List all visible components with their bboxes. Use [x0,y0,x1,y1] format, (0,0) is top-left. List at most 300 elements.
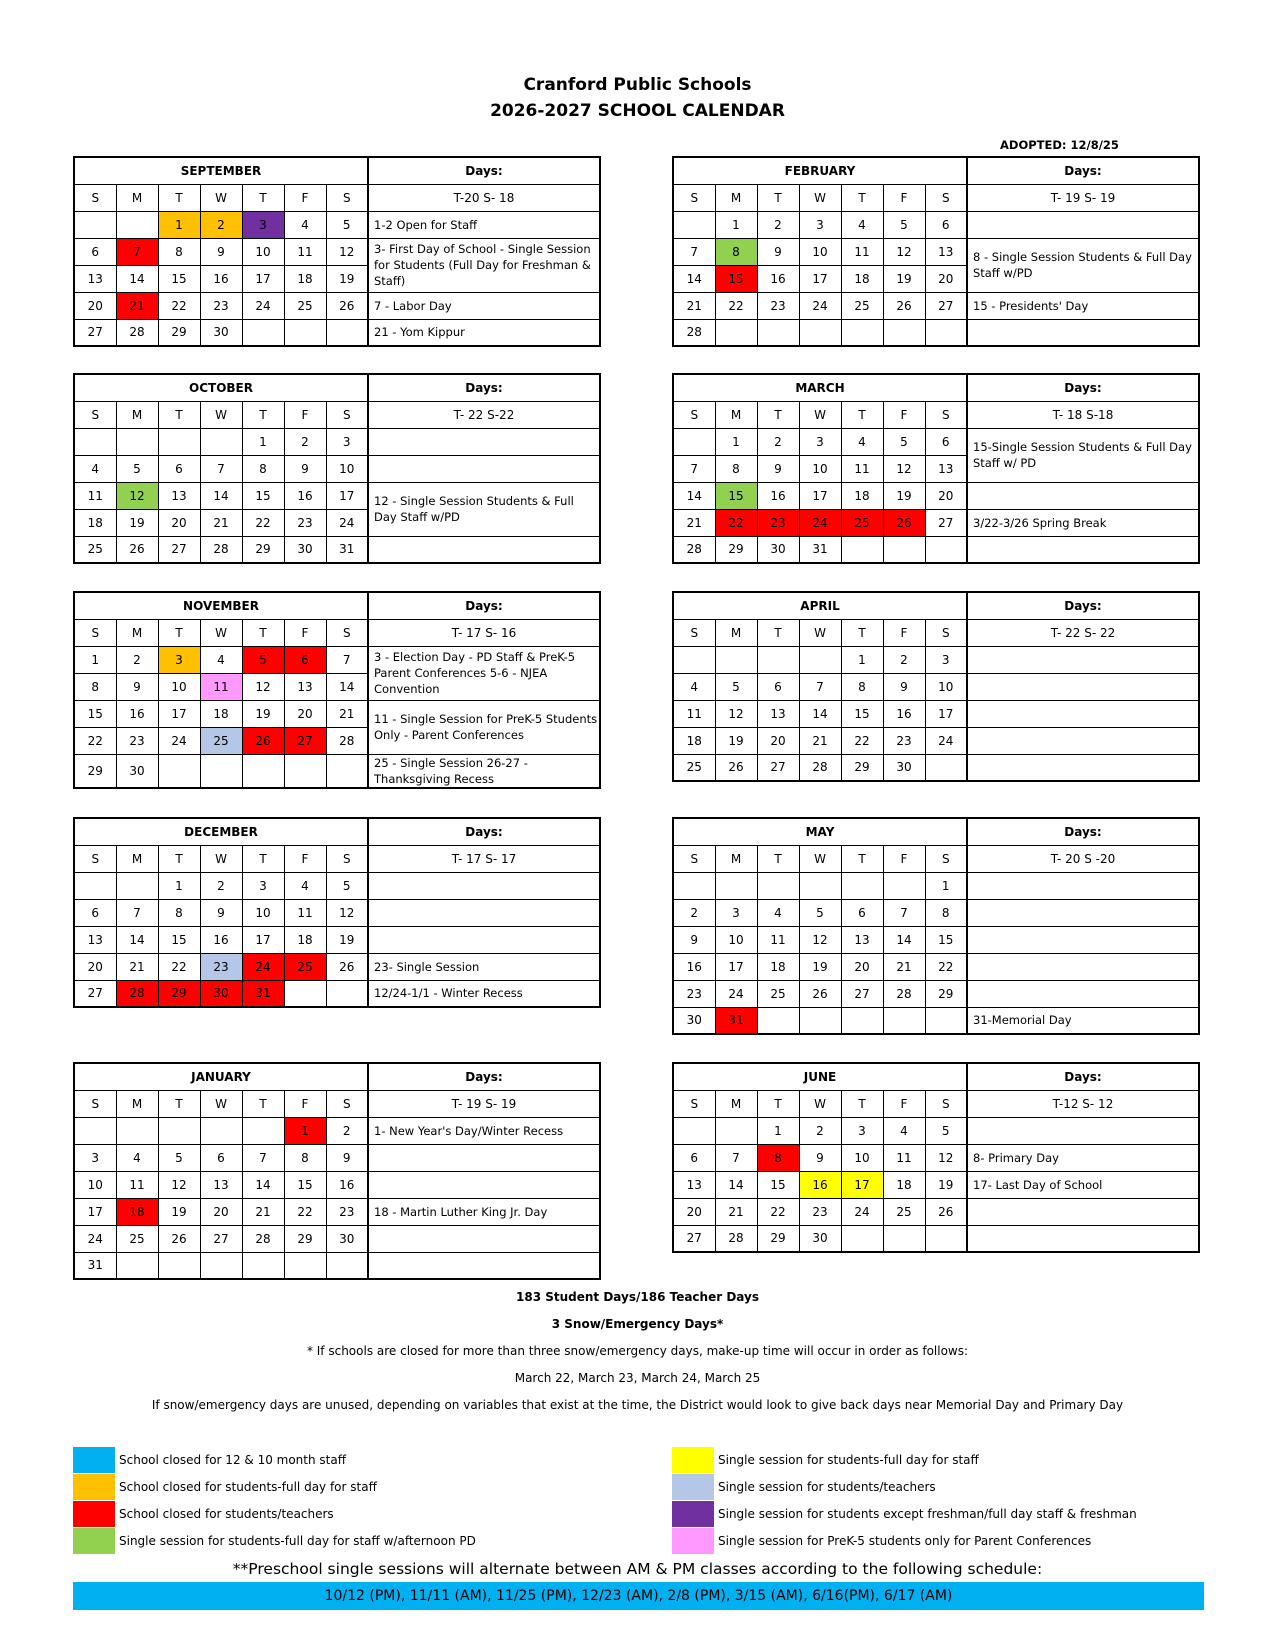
calendar-day-empty [715,319,757,346]
calendar-day-empty [925,319,967,346]
calendar-day: 23 [757,509,799,536]
calendar-day-empty [116,1252,158,1279]
weekday-header: W [200,401,242,428]
days-header: Days: [368,1063,600,1090]
calendar-day: 8 [158,238,200,265]
calendar-day: 10 [74,1171,116,1198]
calendar-day: 21 [326,700,368,727]
day-note: 15-Single Session Students & Full Day Staff w/ PD [967,428,1199,482]
calendar-day-empty [925,1225,967,1252]
calendar-day: 9 [799,1144,841,1171]
calendar-day: 2 [200,211,242,238]
weekday-header: S [673,845,715,872]
day-note [967,953,1199,980]
legend-item [672,1500,1137,1527]
calendar-day: 14 [116,265,158,292]
legend-label: Single session for students except freshman/full day staff & freshman [718,1506,1137,1521]
calendar-day: 14 [883,926,925,953]
days-header: Days: [368,592,600,619]
calendar-day-empty [799,646,841,673]
month-calendar-october [73,373,601,564]
day-note: 8 - Single Session Students & Full Day Staff w/PD [967,238,1199,292]
weekday-header: W [200,619,242,646]
calendar-day: 7 [242,1144,284,1171]
days-count: T- 22 S-22 [368,401,600,428]
calendar-day: 23 [673,980,715,1007]
day-note: 12/24-1/1 - Winter Recess [368,980,600,1007]
weekday-header: T [242,845,284,872]
calendar-day: 18 [116,1198,158,1225]
days-header: Days: [368,374,600,401]
calendar-day: 29 [841,754,883,781]
calendar-day: 9 [200,899,242,926]
weekday-header: T [242,184,284,211]
day-note [368,1171,600,1198]
calendar-day: 19 [799,953,841,980]
calendar-day: 24 [158,727,200,754]
calendar-day: 15 [74,700,116,727]
legend-item [672,1527,1137,1554]
weekday-header: M [715,619,757,646]
calendar-day: 20 [757,727,799,754]
calendar-day-empty [242,319,284,346]
calendar-day-empty [116,428,158,455]
calendar-day: 28 [242,1225,284,1252]
calendar-day: 8 [715,455,757,482]
calendar-day: 6 [284,646,326,673]
day-note [967,646,1199,673]
calendar-day: 8 [925,899,967,926]
day-note: 1- New Year's Day/Winter Recess [368,1117,600,1144]
calendar-day: 4 [200,646,242,673]
weekday-header: T [841,619,883,646]
calendar-day: 26 [242,727,284,754]
legend-label: Single session for PreK-5 students only for Parent Conferences [718,1533,1092,1548]
calendar-day: 29 [925,980,967,1007]
day-note: 8- Primary Day [967,1144,1199,1171]
calendar-day: 8 [74,673,116,700]
weekday-header: S [74,1090,116,1117]
calendar-day: 25 [841,292,883,319]
calendar-day: 1 [841,646,883,673]
legend-label: School closed for 12 & 10 month staff [119,1452,346,1467]
calendar-day: 3 [74,1144,116,1171]
calendar-day-empty [158,754,200,788]
day-note [967,319,1199,346]
day-note: 11 - Single Session for PreK-5 Students Only - Parent Conferences [368,700,600,754]
calendar-day: 10 [799,238,841,265]
calendar-day: 10 [715,926,757,953]
calendar-day-empty [841,872,883,899]
legend-swatch [73,1474,115,1500]
calendar-day: 13 [284,673,326,700]
weekday-header: F [284,184,326,211]
calendar-day-empty [925,754,967,781]
calendar-day-empty [673,1117,715,1144]
calendar-day: 20 [841,953,883,980]
calendar-day: 26 [326,292,368,319]
calendar-day: 5 [326,872,368,899]
month-name: FEBRUARY [673,157,967,184]
calendar-day: 16 [883,700,925,727]
calendar-day: 26 [158,1225,200,1252]
calendar-day-empty [841,1007,883,1034]
calendar-day-empty [200,1252,242,1279]
calendar-day: 2 [326,1117,368,1144]
month-name: APRIL [673,592,967,619]
days-count: T- 20 S -20 [967,845,1199,872]
calendar-day: 16 [757,265,799,292]
snow-days: 3 Snow/Emergency Days* [551,1317,724,1331]
days-count: T- 19 S- 19 [967,184,1199,211]
calendar-day-empty [326,980,368,1007]
calendar-day: 3 [242,211,284,238]
calendar-day: 29 [158,319,200,346]
calendar-day: 29 [715,536,757,563]
calendar-day-empty [757,1007,799,1034]
day-note: 25 - Single Session 26-27 - Thanksgiving Recess [368,754,600,788]
weekday-header: S [673,619,715,646]
month-name: JANUARY [74,1063,368,1090]
calendar-day: 22 [242,509,284,536]
calendar-day: 3 [925,646,967,673]
calendar-day: 3 [841,1117,883,1144]
calendar-day: 8 [757,1144,799,1171]
calendar-day: 5 [883,428,925,455]
day-note [368,1144,600,1171]
calendar-day: 24 [74,1225,116,1252]
calendar-day: 31 [715,1007,757,1034]
calendar-day: 23 [284,509,326,536]
calendar-day: 13 [74,265,116,292]
calendar-day: 11 [116,1171,158,1198]
calendar-day-empty [326,754,368,788]
calendar-day: 18 [841,265,883,292]
calendar-day: 17 [799,482,841,509]
weekday-header: W [799,401,841,428]
student-days: 183 Student Days/186 Teacher Days [516,1290,759,1304]
day-note: 3/22-3/26 Spring Break [967,509,1199,536]
weekday-header: T [757,619,799,646]
calendar-day: 17 [326,482,368,509]
month-name: MARCH [673,374,967,401]
calendar-day: 29 [158,980,200,1007]
month-name: OCTOBER [74,374,368,401]
calendar-day: 18 [841,482,883,509]
calendar-day: 8 [715,238,757,265]
day-note [368,536,600,563]
calendar-day: 5 [883,211,925,238]
calendar-day: 24 [715,980,757,1007]
weekday-header: T [757,845,799,872]
calendar-day: 27 [200,1225,242,1252]
calendar-day-empty [673,872,715,899]
calendar-day: 24 [242,292,284,319]
calendar-day: 17 [841,1171,883,1198]
calendar-day: 19 [242,700,284,727]
calendar-day: 27 [757,754,799,781]
calendar-day: 3 [799,428,841,455]
calendar-day: 28 [200,536,242,563]
calendar-day: 10 [799,455,841,482]
calendar-day: 21 [200,509,242,536]
day-note [368,455,600,482]
calendar-day: 28 [673,319,715,346]
calendar-day: 21 [883,953,925,980]
days-header: Days: [967,374,1199,401]
days-header: Days: [967,592,1199,619]
calendar-day: 5 [715,673,757,700]
legend-item [73,1527,476,1554]
calendar-day: 25 [284,953,326,980]
calendar-day-empty [74,872,116,899]
calendar-day: 27 [74,319,116,346]
calendar-day: 7 [116,238,158,265]
calendar-day: 9 [200,238,242,265]
calendar-day-empty [74,211,116,238]
calendar-day: 25 [284,292,326,319]
calendar-day-empty [158,428,200,455]
calendar-day: 16 [200,926,242,953]
calendar-day: 23 [883,727,925,754]
legend-swatch [73,1447,115,1473]
calendar-day-empty [673,646,715,673]
weekday-header: F [284,845,326,872]
calendar-day: 28 [326,727,368,754]
calendar-day: 12 [116,482,158,509]
calendar-day: 2 [673,899,715,926]
calendar-day-empty [284,1252,326,1279]
calendar-day: 7 [883,899,925,926]
day-note [967,211,1199,238]
calendar-day: 23 [326,1198,368,1225]
calendar-day: 26 [326,953,368,980]
calendar-day-empty [841,1225,883,1252]
calendar-day: 4 [841,428,883,455]
calendar-day: 9 [673,926,715,953]
weekday-header: M [715,401,757,428]
calendar-day: 11 [883,1144,925,1171]
calendar-day: 21 [715,1198,757,1225]
calendar-day: 12 [799,926,841,953]
weekday-header: T [757,184,799,211]
calendar-day: 5 [799,899,841,926]
legend-label: School closed for students/teachers [119,1506,334,1521]
calendar-day: 9 [326,1144,368,1171]
calendar-day: 11 [841,455,883,482]
calendar-day: 19 [158,1198,200,1225]
calendar-day: 13 [757,700,799,727]
calendar-day: 10 [242,899,284,926]
legend-item [73,1500,476,1527]
calendar-day: 25 [673,754,715,781]
calendar-day: 22 [158,953,200,980]
weekday-header: W [200,845,242,872]
calendar-day: 21 [673,509,715,536]
weekday-header: T [158,1090,200,1117]
calendar-day: 11 [74,482,116,509]
calendar-day: 3 [158,646,200,673]
month-calendar-april [672,591,1200,782]
calendar-day: 3 [799,211,841,238]
calendar-day: 16 [799,1171,841,1198]
calendar-day-empty [74,1117,116,1144]
day-note [967,754,1199,781]
calendar-day: 30 [116,754,158,788]
calendar-day: 16 [757,482,799,509]
calendar-day: 17 [74,1198,116,1225]
calendar-day: 15 [715,482,757,509]
calendar-day: 18 [673,727,715,754]
legend-item [672,1446,1137,1473]
calendar-day: 1 [284,1117,326,1144]
calendar-day: 15 [841,700,883,727]
calendar-day: 26 [799,980,841,1007]
weekday-header: S [925,401,967,428]
calendar-day: 17 [242,265,284,292]
calendar-day: 24 [841,1198,883,1225]
weekday-header: M [715,184,757,211]
calendar-day-empty [158,1117,200,1144]
calendar-day: 4 [883,1117,925,1144]
day-note: 17- Last Day of School [967,1171,1199,1198]
calendar-day: 6 [74,899,116,926]
calendar-day: 16 [673,953,715,980]
calendar-day: 19 [326,265,368,292]
calendar-day: 26 [883,509,925,536]
calendar-day: 12 [883,238,925,265]
day-note [368,1225,600,1252]
calendar-day: 11 [284,238,326,265]
calendar-day: 21 [116,292,158,319]
legend-label: Single session for students/teachers [718,1479,936,1494]
calendar-day: 17 [242,926,284,953]
calendar-day: 7 [673,455,715,482]
calendar-day-empty [799,872,841,899]
calendar-day: 4 [116,1144,158,1171]
calendar-day: 7 [799,673,841,700]
calendar-day: 14 [715,1171,757,1198]
calendar-day: 12 [326,238,368,265]
weekday-header: S [74,619,116,646]
calendar-day: 29 [284,1225,326,1252]
calendar-day: 27 [158,536,200,563]
calendar-day: 18 [757,953,799,980]
calendar-day: 11 [284,899,326,926]
days-count: T- 18 S-18 [967,401,1199,428]
calendar-day: 2 [757,211,799,238]
weekday-header: M [116,619,158,646]
calendar-day-empty [284,754,326,788]
calendar-day: 30 [757,536,799,563]
calendar-day-empty [841,319,883,346]
calendar-day: 13 [925,455,967,482]
calendar-day: 10 [158,673,200,700]
legend-label: School closed for students-full day for staff [119,1479,377,1494]
calendar-day: 14 [326,673,368,700]
calendar-day-empty [673,428,715,455]
calendar-day: 29 [74,754,116,788]
calendar-day: 27 [284,727,326,754]
month-calendar-june [672,1062,1200,1253]
calendar-day: 17 [925,700,967,727]
calendar-day: 24 [242,953,284,980]
calendar-day: 6 [841,899,883,926]
calendar-day: 27 [841,980,883,1007]
calendar-day: 5 [116,455,158,482]
weekday-header: M [116,401,158,428]
weekday-header: F [883,401,925,428]
calendar-day: 2 [284,428,326,455]
calendar-day: 26 [925,1198,967,1225]
weekday-header: S [925,1090,967,1117]
day-note [967,536,1199,563]
calendar-day: 19 [883,482,925,509]
calendar-day: 29 [757,1225,799,1252]
calendar-day-empty [673,211,715,238]
calendar-day: 25 [200,727,242,754]
calendar-day: 7 [116,899,158,926]
calendar-day: 28 [715,1225,757,1252]
days-header: Days: [368,157,600,184]
day-note [967,727,1199,754]
calendar-day: 17 [158,700,200,727]
weekday-header: S [673,184,715,211]
calendar-day: 6 [925,211,967,238]
days-header: Days: [967,157,1199,184]
calendar-day: 5 [242,646,284,673]
weekday-header: S [326,619,368,646]
calendar-day: 15 [158,926,200,953]
day-note [967,872,1199,899]
calendar-day: 25 [841,509,883,536]
calendar-day: 22 [841,727,883,754]
calendar-day: 10 [841,1144,883,1171]
weekday-header: M [715,845,757,872]
calendar-day: 8 [284,1144,326,1171]
calendar-day: 5 [925,1117,967,1144]
calendar-day: 31 [326,536,368,563]
legend-item [73,1446,476,1473]
month-name: MAY [673,818,967,845]
makeup-dates: March 22, March 23, March 24, March 25 [514,1371,761,1385]
makeup-note: * If schools are closed for more than three snow/emergency days, make-up time will occur in order as follows: [306,1344,969,1358]
calendar-day-empty [883,1225,925,1252]
preschool-schedule-bar: 10/12 (PM), 11/11 (AM), 11/25 (PM), 12/23 (AM), 2/8 (PM), 3/15 (AM), 6/16(PM), 6/17 (AM) [73,1582,1204,1610]
calendar-day: 19 [326,926,368,953]
calendar-day: 14 [673,265,715,292]
calendar-day-empty [74,428,116,455]
calendar-day: 22 [715,509,757,536]
calendar-day: 1 [158,872,200,899]
weekday-header: W [799,619,841,646]
month-calendar-november [73,591,601,789]
day-note: 15 - Presidents' Day [967,292,1199,319]
calendar-day: 25 [883,1198,925,1225]
calendar-day: 30 [673,1007,715,1034]
calendar-day: 27 [673,1225,715,1252]
calendar-day: 25 [74,536,116,563]
legend-swatch [672,1528,714,1554]
calendar-day-empty [284,319,326,346]
weekday-header: F [883,184,925,211]
calendar-day: 13 [925,238,967,265]
calendar-day-empty [326,1252,368,1279]
calendar-day: 30 [799,1225,841,1252]
weekday-header: S [326,845,368,872]
calendar-day: 24 [326,509,368,536]
weekday-header: F [284,1090,326,1117]
